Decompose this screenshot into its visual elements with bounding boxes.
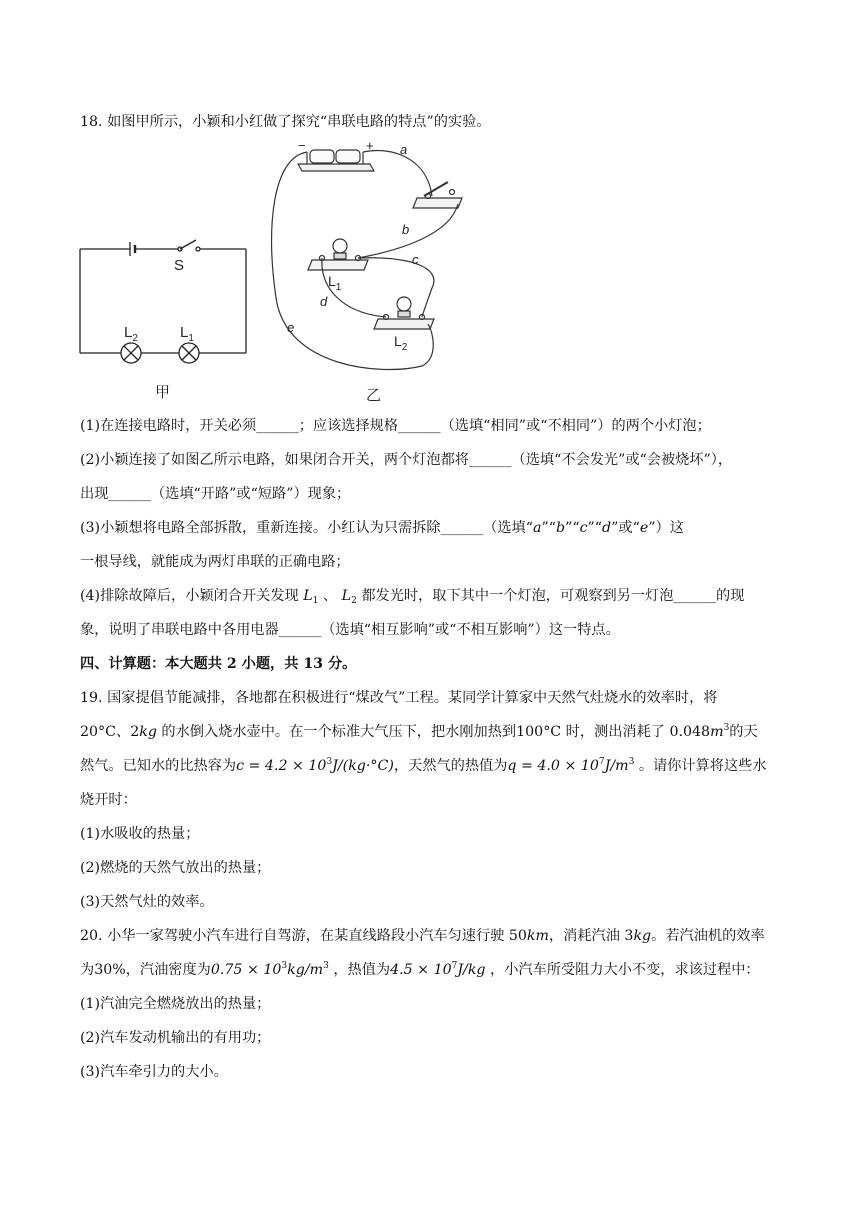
wire-c-label: c — [412, 252, 419, 267]
q18-stem: 18. 如图甲所示，小颖和小红做了探究“串联电路的特点”的实验。 — [80, 114, 491, 130]
q19-line3: 然气。已知水的比热容为$c = 4.2 \times 10^3J/(kg\cdot^\circ C)$，天然气的热值为$q = 4.0 \times 10^7J/m^3$ 。请你计算将这些水 — [80, 757, 767, 774]
q19-sub1: (1)水吸收的热量； — [80, 826, 200, 842]
q20-sub2: (2)汽车发动机输出的有用功； — [80, 1030, 271, 1046]
q18-part4-line1: (4)排除故障后，小颖闭合开关发现 $L_1$ 、 $L_2$ 都发光时，取下其中一个灯泡，可观察到另一灯泡______的现 — [80, 588, 745, 606]
circuit-diagram-jia — [70, 232, 260, 408]
circuit-photo-yi — [262, 138, 482, 406]
q19-line1: 19. 国家提倡节能减排，各地都在积极进行“煤改气”工程。某同学计算家中天然气灶烧水的效率时，将 — [80, 690, 718, 706]
q19-line2: 20°C、2kg 的水倒入烧水壶中。在一个标准大气压下，把水刚加热到100°C 时，测出消耗了 $0.048m^3$的天 — [80, 723, 758, 740]
yi-lamp2-label: $L_2$ — [394, 333, 408, 353]
wire-b-label: b — [402, 222, 410, 237]
figure-caption-yi: 乙 — [366, 387, 382, 404]
minus-terminal-label: − — [298, 138, 306, 153]
q20-line2: 为30%，汽油密度为$0.75 \times 10^3kg/m^3$ ，热值为$4.5 \times 10^7J/kg$ ，小汽车所受阻力大小不变，求该过程中： — [80, 961, 760, 978]
q19-sub2: (2)燃烧的天然气放出的热量； — [80, 860, 271, 876]
switch-label: S — [174, 257, 185, 274]
wire-a-label: a — [400, 142, 408, 157]
q19-line4: 烧开时： — [80, 792, 137, 808]
q18-part2-line1: (2)小颖连接了如图乙所示电路，如果闭合开关，两个灯泡都将______（选填“不会发光”或“会被烧坏”）， — [80, 452, 733, 468]
jia-lamp2-label: $L_2$ — [124, 324, 138, 344]
q18-part3-line1: (3)小颖想将电路全部拆散，重新连接。小红认为只需拆除______（选填“a”“b”“c”“d”或“e”）这 — [80, 520, 684, 536]
q18-part3-line2: 一根导线，就能成为两灯串联的正确电路； — [80, 554, 350, 570]
q18-part2-line2: 出现______（选填“开路”或“短路”）现象； — [80, 486, 351, 502]
figure-caption-jia: 甲 — [155, 384, 171, 401]
q18-part4-line2: 象，说明了串联电路中各用电器______（选填“相互影响”或“不相互影响”）这一特点。 — [80, 622, 620, 638]
q20-line1: 20. 小华一家驾驶小汽车进行自驾游，在某直线路段小汽车匀速行驶 50km，消耗汽油 3kg。若汽油机的效率 — [80, 928, 765, 944]
plus-terminal-label: + — [366, 138, 374, 153]
section-heading: 四、计算题：本大题共 2 小题，共 13 分。 — [80, 656, 357, 672]
q18-part1: (1)在连接电路时，开关必须______；应该选择规格______（选填“相同”或“不相同”）的两个小灯泡； — [80, 418, 711, 434]
q20-sub1: (1)汽油完全燃烧放出的热量； — [80, 996, 271, 1012]
q19-sub3: (3)天然气灶的效率。 — [80, 894, 214, 910]
wire-d-label: d — [320, 294, 328, 309]
jia-lamp1-label: $L_1$ — [180, 324, 194, 344]
wire-e-label: e — [287, 320, 295, 335]
yi-lamp1-label: $L_1$ — [328, 273, 342, 293]
q20-sub3: (3)汽车牵引力的大小。 — [80, 1064, 228, 1080]
